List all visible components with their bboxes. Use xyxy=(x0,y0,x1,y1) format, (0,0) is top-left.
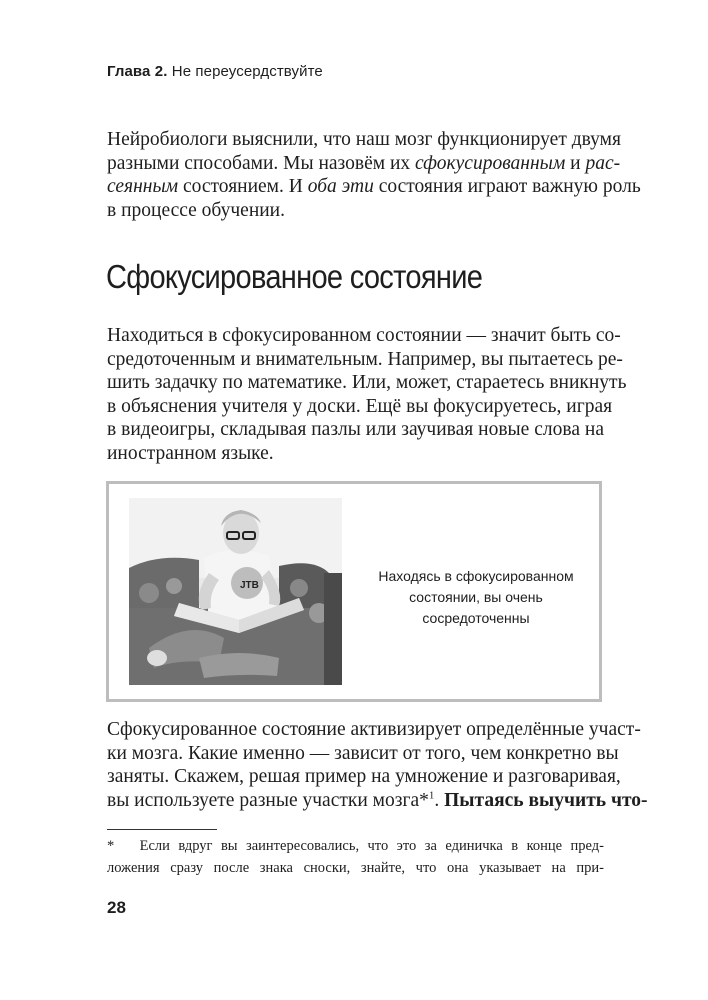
text-line: ки мозга. Какие именно — зависит от того, чем конкретно вы xyxy=(107,742,619,764)
page-number: 28 xyxy=(107,898,126,917)
text-line: шить задачку по математике. Или, может, стараетесь вникнуть xyxy=(107,372,627,393)
text-line: в видеоигры, складывая пазлы или заучивая новые слова на xyxy=(107,419,604,440)
text-line: в процессе обучении. xyxy=(107,199,285,221)
text-line: Находиться в сфокусированном состоянии — значит быть со- xyxy=(107,325,621,346)
footnote-line: * Если вдруг вы заинтересовались, что это за единичка в конце пред- xyxy=(107,838,604,854)
text-line: средоточенным и внимательным. Например, вы пытаетесь ре- xyxy=(107,348,623,370)
footnote-ref: 1 xyxy=(428,789,435,801)
figure-box xyxy=(106,481,602,702)
footnote-marker: * xyxy=(107,838,115,854)
text-line: разными способами. Мы назовём их сфокусированным и рас- xyxy=(107,152,621,174)
footnote xyxy=(107,835,604,879)
intro-paragraph xyxy=(107,128,641,222)
caption-line: Находясь в сфокусированном xyxy=(378,568,574,584)
caption-line: сосредоточенны xyxy=(422,610,530,626)
text-line: Сфокусированное состояние активизирует определённые участ- xyxy=(107,719,641,740)
text-line: Нейробиологи выяснили, что наш мозг функционирует двумя xyxy=(107,129,621,150)
chapter-title: Не переусердствуйте xyxy=(171,63,323,80)
text-line: заняты. Скажем, решая пример на умножение и разговаривая, xyxy=(107,766,621,787)
text-line: иностранном языке. xyxy=(107,442,274,464)
text-line: в объяснения учителя у доски. Ещё вы фокусируетесь, играя xyxy=(107,395,613,417)
girl-reading-photo xyxy=(129,498,342,685)
figure-caption xyxy=(371,566,581,629)
section-heading: Сфокусированное состояние xyxy=(106,258,483,295)
chapter-label: Глава 2. xyxy=(107,63,168,80)
footnote-line: ложения сразу после знака сноски, знайте, что она указывает на при- xyxy=(107,860,604,876)
caption-line: состоянии, вы очень xyxy=(409,589,543,605)
text-line: сеянным состоянием. И оба эти состояния играют важную роль xyxy=(107,176,641,197)
text-line: вы используете разные участки мозга*$^1$. Пытаясь выучить что- xyxy=(107,789,648,811)
svg-text:JTB: JTB xyxy=(240,580,259,591)
running-header xyxy=(107,63,323,80)
body-paragraph-1 xyxy=(107,324,627,465)
body-paragraph-2 xyxy=(107,718,648,812)
footnote-divider xyxy=(107,829,217,830)
